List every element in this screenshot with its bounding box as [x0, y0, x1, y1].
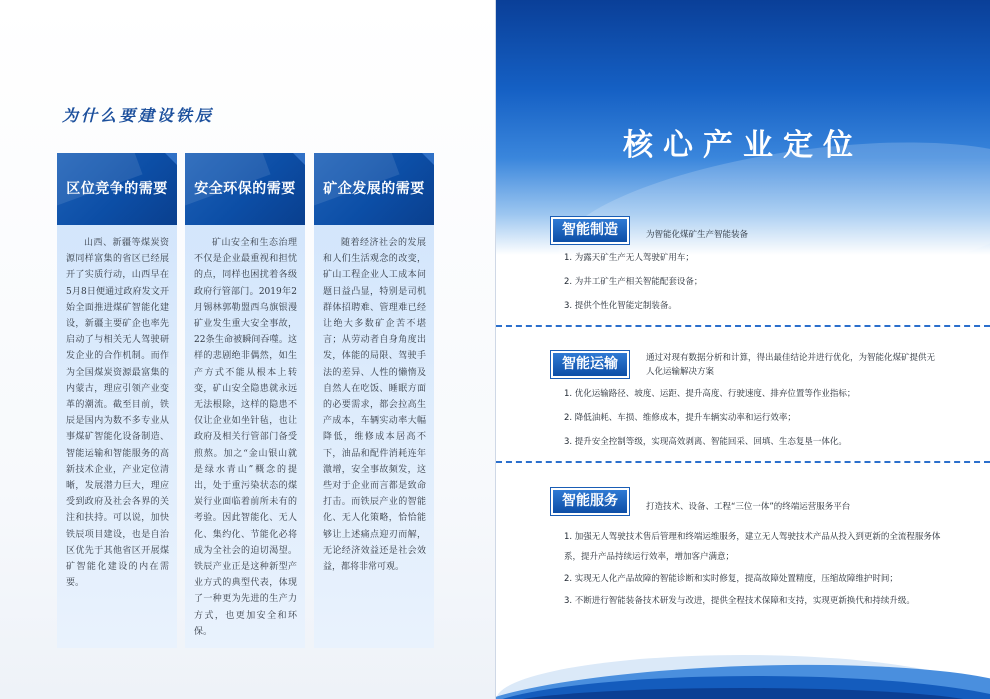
- section-list-smart-service: [564, 527, 944, 613]
- right-page-title: 核心产业定位: [623, 128, 863, 163]
- section-divider: [496, 461, 990, 463]
- column-regional-competition: [57, 153, 177, 648]
- list-item: 3. 提供个性化智能定制装备。: [564, 301, 677, 311]
- section-description: 为智能化煤矿生产智能装备: [646, 230, 749, 240]
- list-item: 3. 提升安全控制等级，实现高效剥离、智能回采、回填、生态复垦一体化。: [564, 437, 847, 447]
- section-description: 打造技术、设备、工程“三位一体”的终端运营服务平台: [646, 502, 851, 512]
- column-body: 山西、新疆等煤炭资源同样富集的省区已经展开了实质行动，山西早在5月8日便通过政府发文开始全面推进煤矿智能化建设，新疆主要矿企也率先启动了与相关无人驾驶研发企业的合作机制。而作为全国煤炭资源最富集的内蒙古，理应引领产业变革的潮流。截至目前，铁辰是国内为数不多专业从事煤矿智能化设备制造、智能运输和智能服务的高新技术企业，产业定位清晰，发展潜力巨大，理应受到政府及社会各界的关注和扶持。可以说，加快铁辰项目建设，也是自治区优先于其他省区开展煤矿智能化建设的内在需要。: [66, 238, 169, 589]
- section-divider: [496, 325, 990, 327]
- right-page: [496, 0, 990, 699]
- left-page-title: 为什么要建设铁辰: [62, 106, 215, 125]
- list-item: 1. 优化运输路径、坡度、运距、提升高度、行驶速度、排弃位置等作业指标；: [564, 389, 856, 399]
- section-tag-smart-service: 智能服务: [551, 488, 629, 515]
- section-list-smart-manufacturing: [564, 249, 944, 321]
- column-heading: 安全环保的需要: [194, 181, 296, 197]
- column-header: [314, 153, 434, 225]
- section-list-smart-transport: [564, 385, 944, 457]
- section-tag-smart-transport: 智能运输: [551, 351, 629, 378]
- list-item: 2. 实现无人化产品故障的智能诊断和实时修复，提高故障处置精度，压缩故障维护时间；: [564, 574, 898, 584]
- list-item: 2. 为井工矿生产相关智能配套设备；: [564, 277, 703, 287]
- list-item: 2. 降低油耗、车损、维修成本，提升车辆实动率和运行效率；: [564, 413, 796, 423]
- column-heading: 区位竞争的需要: [66, 181, 168, 197]
- column-body: 随着经济社会的发展和人们生活观念的改变，矿山工程企业人工成本问题日益凸显，特别是司机群体招聘难、管理难已经让绝大多数矿企苦不堪言；从劳动者自身角度出发，体能的局限、驾驶手法的差异、人性的懒惰及自然人在吃饭、睡眠方面的必要需求，都会拉高生产成本，车辆实动率大幅降低，维修成本居高不下，油品和配件消耗连年激增，安全事故频发，这些对于企业而言都是致命打击。而铁辰产业的智能化、无人化策略，恰恰能够让上述痛点迎刃而解，无论经济效益还是社会效益，都将非常可观。: [323, 238, 426, 573]
- column-mining-development: [314, 153, 434, 648]
- section-tag-smart-manufacturing: 智能制造: [551, 217, 629, 244]
- list-item: 1. 加强无人驾驶技术售后管理和终端运维服务，建立无人驾驶技术产品从投入到更新的全流程服务体系，提升产品持续运行效率，增加客户满意；: [564, 532, 941, 562]
- list-item: 1. 为露天矿生产无人驾驶矿用车；: [564, 253, 694, 263]
- column-header: [57, 153, 177, 225]
- list-item: 3. 不断进行智能装备技术研发与改进，提供全程技术保障和支持，实现更新换代和持续升级。: [564, 596, 915, 606]
- column-header: [185, 153, 305, 225]
- section-description: 通过对现有数据分析和计算，得出最佳结论并进行优化，为智能化煤矿提供无人化运输解决方案: [646, 353, 936, 377]
- column-heading: 矿企发展的需要: [323, 181, 425, 197]
- column-body: 矿山安全和生态治理不仅是企业最重视和担忧的点，同样也困扰着各级政府行管部门。2019年2月锡林郭勒盟西乌旗银漫矿业发生重大安全事故，22条生命被瞬间吞噬。这样的悲剧绝非偶然，如生产方式不能从根本上转变，矿山安全隐患就永远无法根除，这样的隐患不仅让企业如坐针毡，也让政府及相关行管部门备受煎熬。加之“金山银山就是绿水青山”概念的提出，处于重污染状态的煤炭行业面临着前所未有的考验。因此智能化、无人化、集约化、节能化必将成为全社会的迫切渴望。铁辰产业正是这种新型产业方式的典型代表，体现了一种更为先进的生产力方式，也更加安全和环保。: [194, 238, 297, 637]
- column-safety-environment: [185, 153, 305, 648]
